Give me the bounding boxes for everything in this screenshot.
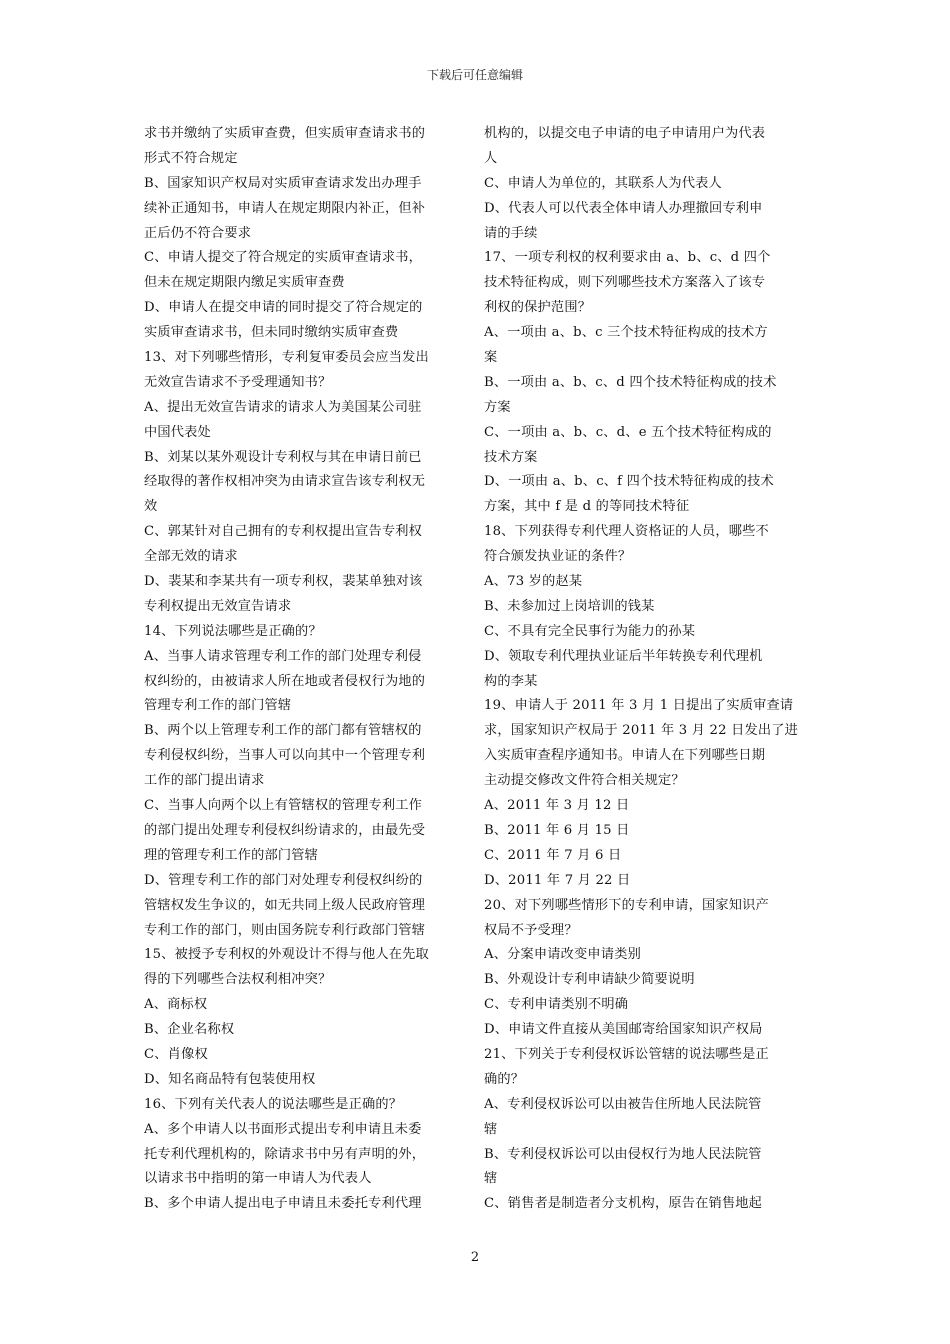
text-line: 16、下列有关代表人的说法哪些是正确的？ — [144, 1096, 403, 1112]
text-line: B、专利侵权诉讼可以由侵权行为地人民法院管 — [484, 1146, 762, 1162]
text-line: C、不具有完全民事行为能力的孙某 — [484, 623, 696, 639]
text-line: C、一项由 a、b、c、d、e 五个技术特征构成的 — [484, 424, 772, 440]
text-line: 方案 — [484, 399, 511, 415]
text-line: 机构的，以提交电子申请的电子申请用户为代表 — [484, 126, 766, 141]
text-line: 18、下列获得专利代理人资格证的人员，哪些不 — [484, 524, 769, 540]
left-column — [144, 122, 469, 1217]
text-line: 实质审查请求书，但未同时缴纳实质审查费 — [144, 325, 399, 341]
page-number: 2 — [470, 1250, 480, 1265]
text-line: 管理专利工作的部门管辖 — [144, 698, 292, 714]
text-line: 案 — [484, 350, 498, 366]
text-line: D、知名商品特有包装使用权 — [144, 1071, 316, 1087]
text-line: B、国家知识产权局对实质审查请求发出办理手 — [144, 175, 422, 191]
text-line: C、专利申请类别不明确 — [484, 997, 629, 1013]
text-line: D、代表人可以代表全体申请人办理撤回专利申 — [484, 200, 763, 216]
text-line: 经取得的著作权相冲突为由请求宣告该专利权无 — [144, 474, 426, 490]
text-line: A、一项由 a、b、c 三个技术特征构成的技术方 — [484, 325, 768, 341]
text-line: 中国代表处 — [144, 424, 211, 440]
text-line: C、肖像权 — [144, 1046, 208, 1062]
text-line: 无效宣告请求不予受理通知书？ — [144, 374, 332, 390]
text-line: 以请求书中指明的第一申请人为代表人 — [144, 1171, 372, 1187]
text-line: 17、一项专利权的权利要求由 a、b、c、d 四个 — [484, 250, 771, 266]
text-line: 构的李某 — [484, 673, 538, 689]
text-line: 工作的部门提出请求 — [144, 773, 265, 789]
text-line: 技术特征构成，则下列哪些技术方案落入了该专 — [484, 275, 766, 291]
text-line: 20、对下列哪些情形下的专利申请，国家知识产 — [484, 897, 769, 913]
text-line: C、申请人为单位的，其联系人为代表人 — [484, 175, 722, 191]
text-line: D、2011 年 7 月 22 日 — [484, 872, 631, 888]
text-line: A、分案申请改变申请类别 — [484, 947, 641, 963]
text-line: 专利工作的部门，则由国务院专利行政部门管辖 — [144, 922, 426, 938]
text-line: 形式不符合规定 — [144, 150, 238, 166]
text-line: A、当事人请求管理专利工作的部门处理专利侵 — [144, 648, 422, 664]
text-line: 请的手续 — [484, 225, 538, 241]
text-line: D、管理专利工作的部门对处理专利侵权纠纷的 — [144, 872, 423, 888]
text-line: D、申请文件直接从美国邮寄给国家知识产权局 — [484, 1022, 763, 1038]
text-line: 管辖权发生争议的，如无共同上级人民政府管理 — [144, 897, 426, 913]
text-line: C、郭某针对自己拥有的专利权提出宣告专利权 — [144, 524, 423, 540]
text-line: C、销售者是制造者分支机构，原告在销售地起 — [484, 1196, 763, 1212]
text-line: C、当事人向两个以上有管辖权的管理专利工作 — [144, 798, 423, 814]
text-line: A、商标权 — [144, 997, 208, 1013]
text-line: A、2011 年 3 月 12 日 — [484, 798, 630, 814]
text-line: 方案，其中 f 是 d 的等同技术特征 — [484, 499, 690, 515]
text-line: B、2011 年 6 月 15 日 — [484, 822, 630, 838]
text-line: 入实质审查程序通知书。申请人在下列哪些日期 — [484, 748, 766, 764]
text-line: 得的下列哪些合法权利相冲突？ — [144, 972, 332, 988]
text-line: 但未在规定期限内缴足实质审查费 — [144, 275, 345, 291]
text-line: B、两个以上管理专利工作的部门都有管辖权的 — [144, 723, 422, 739]
text-line: D、申请人在提交申请的同时提交了符合规定的 — [144, 300, 423, 316]
text-line: 求书并缴纳了实质审查费，但实质审查请求书的 — [144, 126, 426, 141]
text-line: 14、下列说法哪些是正确的？ — [144, 623, 322, 639]
text-line: C、申请人提交了符合规定的实质审查请求书， — [144, 250, 423, 266]
text-line: B、多个申请人提出电子申请且未委托专利代理 — [144, 1196, 422, 1212]
text-line: B、一项由 a、b、c、d 四个技术特征构成的技术 — [484, 374, 777, 390]
text-line: A、多个申请人以书面形式提出专利申请且未委 — [144, 1121, 422, 1137]
text-line: 正后仍不符合要求 — [144, 225, 252, 241]
text-line: 的部门提出处理专利侵权纠纷请求的，由最先受 — [144, 822, 426, 838]
text-line: 确的？ — [484, 1071, 525, 1087]
text-line: B、外观设计专利申请缺少简要说明 — [484, 972, 695, 988]
text-line: 理的管理专利工作的部门管辖 — [144, 847, 319, 863]
text-line: 专利侵权纠纷，当事人可以向其中一个管理专利 — [144, 748, 426, 764]
text-line: A、提出无效宣告请求的请求人为美国某公司驻 — [144, 399, 422, 415]
text-line: D、裴某和李某共有一项专利权，裴某单独对该 — [144, 574, 423, 590]
text-line: B、未参加过上岗培训的钱某 — [484, 598, 655, 614]
text-line: C、2011 年 7 月 6 日 — [484, 847, 622, 863]
text-line: 主动提交修改文件符合相关规定？ — [484, 773, 685, 789]
text-line: D、领取专利代理执业证后半年转换专利代理机 — [484, 648, 763, 664]
text-line: B、刘某以某外观设计专利权与其在申请日前已 — [144, 449, 422, 465]
text-line: 全部无效的请求 — [144, 549, 238, 565]
text-line: 符合颁发执业证的条件？ — [484, 549, 632, 565]
text-line: 权局不予受理？ — [484, 922, 578, 938]
text-line: 辖 — [484, 1171, 498, 1187]
text-line: 15、被授予专利权的外观设计不得与他人在先取 — [144, 947, 429, 963]
text-line: 权纠纷的，由被请求人所在地或者侵权行为地的 — [144, 673, 426, 689]
text-line: 利权的保护范围？ — [484, 300, 592, 316]
text-line: 专利权提出无效宣告请求 — [144, 598, 292, 614]
text-line: A、73 岁的赵某 — [484, 574, 583, 590]
right-column — [484, 122, 809, 1217]
text-line: 19、申请人于 2011 年 3 月 1 日提出了实质审查请 — [484, 698, 794, 714]
text-line: D、一项由 a、b、c、f 四个技术特征构成的技术 — [484, 474, 774, 490]
text-line: 托专利代理机构的，除请求书中另有声明的外， — [144, 1146, 426, 1162]
text-line: 续补正通知书，申请人在规定期限内补正，但补 — [144, 200, 426, 216]
text-line: 辖 — [484, 1121, 498, 1137]
text-line: 技术方案 — [484, 449, 538, 465]
text-line: A、专利侵权诉讼可以由被告住所地人民法院管 — [484, 1096, 762, 1112]
text-line: 求，国家知识产权局于 2011 年 3 月 22 日发出了进 — [484, 723, 799, 739]
text-line: 21、下列关于专利侵权诉讼管辖的说法哪些是正 — [484, 1046, 769, 1062]
text-line: B、企业名称权 — [144, 1022, 235, 1038]
text-line: 效 — [144, 499, 158, 515]
page-header: 下载后可任意编辑 — [426, 68, 523, 82]
text-line: 人 — [484, 150, 498, 166]
text-line: 13、对下列哪些情形，专利复审委员会应当发出 — [144, 350, 429, 366]
